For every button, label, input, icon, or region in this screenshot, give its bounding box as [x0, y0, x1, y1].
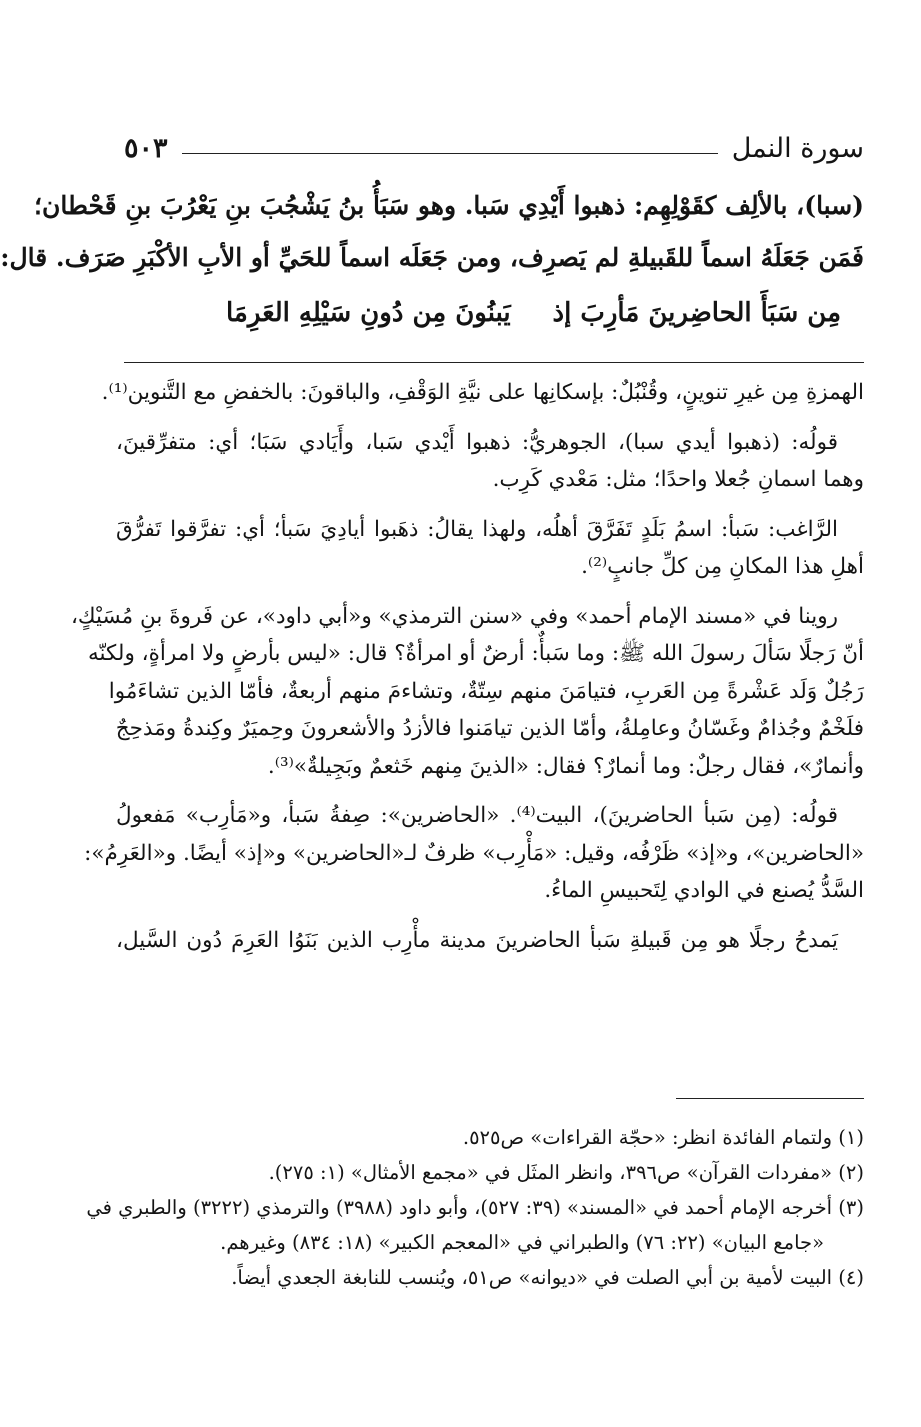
commentary-paragraph [101, 374, 864, 412]
footnotes [86, 1120, 864, 1295]
footnote-continuation: «جامع البيان» (٢٢: ٧٦) والطبراني في «المعجم الكبير» (١٨: ٨٣٤) وغيرهم. [220, 1231, 824, 1254]
commentary-line: السَّدُّ يُصنع في الوادي لِتَحبيسِ الماءُ. [544, 878, 864, 903]
commentary-line: روينا في «مسند الإمام أحمد» وفي «سنن الترمذي» و«أبي داود»، عن فَروةَ بنِ مُسَيْكٍ، [70, 603, 838, 629]
commentary-line: الهمزةِ مِن غيرِ تنوينٍ، وقُنْبُلٌ: بإسكانِها على نيَّةِ الوَقْفِ، والباقونَ: بالخفضِ مع التَّنوين⁽¹⁾. [101, 380, 864, 405]
main-text-line: (سبا)، بالألِف كقَوْلِهِم: ذهبوا أَيْدِي سَبا. وهو سَبَأُ بنُ يَشْجُبَ بنِ يَعْرُبَ بنِ قَحْطان؛ [34, 191, 864, 220]
main-text-line: فَمَن جَعَلَهُ اسماً للقَبيلةِ لم يَصرِف، ومن جَعَلَه اسماً للحَيِّ أو الأبِ الأكْبَرِ صَرَف. قال: [0, 243, 864, 272]
commentary-line: رَجُلٌ وَلَد عَشْرةً مِن العَربِ، فتيامَنَ منهم سِتّةٌ، وتشاءمَ منهم أربعةٌ، فأمّا الذين تشاءَمُوا [108, 678, 864, 704]
commentary [70, 374, 864, 971]
footnote: (٤) البيت لأمية بن أبي الصلت في «ديوانه» ص٥١، ويُنسب للنابغة الجعدي أيضاً. [231, 1266, 864, 1289]
poetry-verse [226, 298, 841, 352]
commentary-line: أنّ رَجلًا سَألَ رسولَ الله ﷺ: وما سَبأٌ: أرضٌ أو امرأةٌ؟ قال: «ليس بأرضٍ ولا امرأةٍ، ولكنّه [88, 641, 864, 666]
commentary-line: فلَخْمٌ وجُذامٌ وغَسّانُ وعامِلةُ، وأمّا الذين تيامَنوا فالأزدُ والأشعرونَ وحِميَرٌ وكِندةُ ومَذحِجٌ [115, 716, 864, 741]
commentary-line: وأنمارٌ»، فقال رجلٌ: وما أنمارٌ؟ فقال: «الذينَ مِنهم خَثعمٌ وبَجِيلةٌ»⁽³⁾. [267, 753, 864, 779]
footnote: (١) ولتمام الفائدة انظر: «حجّة القراءات» ص٥٢٥. [462, 1126, 864, 1149]
commentary-line: وهما اسمانِ جُعلا واحدًا؛ مثل: مَعْدي كَرِب. [492, 467, 864, 492]
commentary-line: الرَّاغب: سَبأ: اسمُ بَلَدٍ تَفَرَّقَ أهلُه، ولهذا يقالُ: ذهَبوا أيادِيَ سَبأ؛ أي: تفرَّقوا تَفرُّقَ [116, 516, 838, 542]
commentary-paragraph [70, 598, 864, 786]
header-rule [182, 153, 718, 154]
commentary-line: قولُه: (مِن سَبأ الحاضرينَ)، البيت⁽⁴⁾. «الحاضرين»: صِفةُ سَبأ، و«مَأرِب» مَفعولُ [116, 803, 838, 828]
commentary-paragraph [116, 424, 864, 499]
main-text [0, 180, 864, 284]
commentary-line: أهلِ هذا المكانِ مِن كلِّ جانبٍ⁽²⁾. [581, 554, 864, 579]
verse-second-hemistich: يَبنُونَ مِن دُونِ سَيْلِهِ العَرِمَا [226, 298, 511, 328]
footnotes-divider [676, 1098, 864, 1099]
footnote: (٣) أخرجه الإمام أحمد في «المسند» (٣٩: ٥٢٧)، وأبو داود (٣٩٨٨) والترمذي (٣٢٢٢) والطبري في [86, 1196, 864, 1219]
commentary-paragraph [116, 511, 864, 586]
verse-first-hemistich: مِن سَبَأَ الحاضِرينَ مَأرِبَ إذ [552, 298, 841, 328]
surah-name: سورة النمل [731, 132, 864, 164]
commentary-line: قولُه: (ذهبوا أيدي سبا)، الجوهريُّ: ذهبوا أَيْدي سَبا، وأَيَادي سَبَا؛ أي: متفرِّقينَ، [116, 429, 838, 455]
page-number: ٥٠٣ [124, 132, 168, 164]
commentary-line: يَمدحُ رجلًا هو مِن قَبيلةِ سَبأ الحاضرينَ مدينة مأْرِب الذين بَنَوُا العَرِمَ دُون السَّيل، [116, 927, 838, 953]
commentary-paragraph [116, 922, 864, 960]
commentary-line: «الحاضرين»، و«إذ» ظَرْفُه، وقيل: «مَأْرِب» ظرفٌ لـ«الحاضرين» و«إذ» أيضًا. و«العَرِمُ»: [84, 840, 864, 866]
footnote: (٢) «مفردات القرآن» ص٣٩٦، وانظر المثَل في «مجمع الأمثال» (١: ٢٧٥). [268, 1161, 864, 1184]
running-header [124, 128, 864, 168]
main-text-divider [124, 362, 864, 363]
commentary-paragraph [84, 797, 864, 910]
